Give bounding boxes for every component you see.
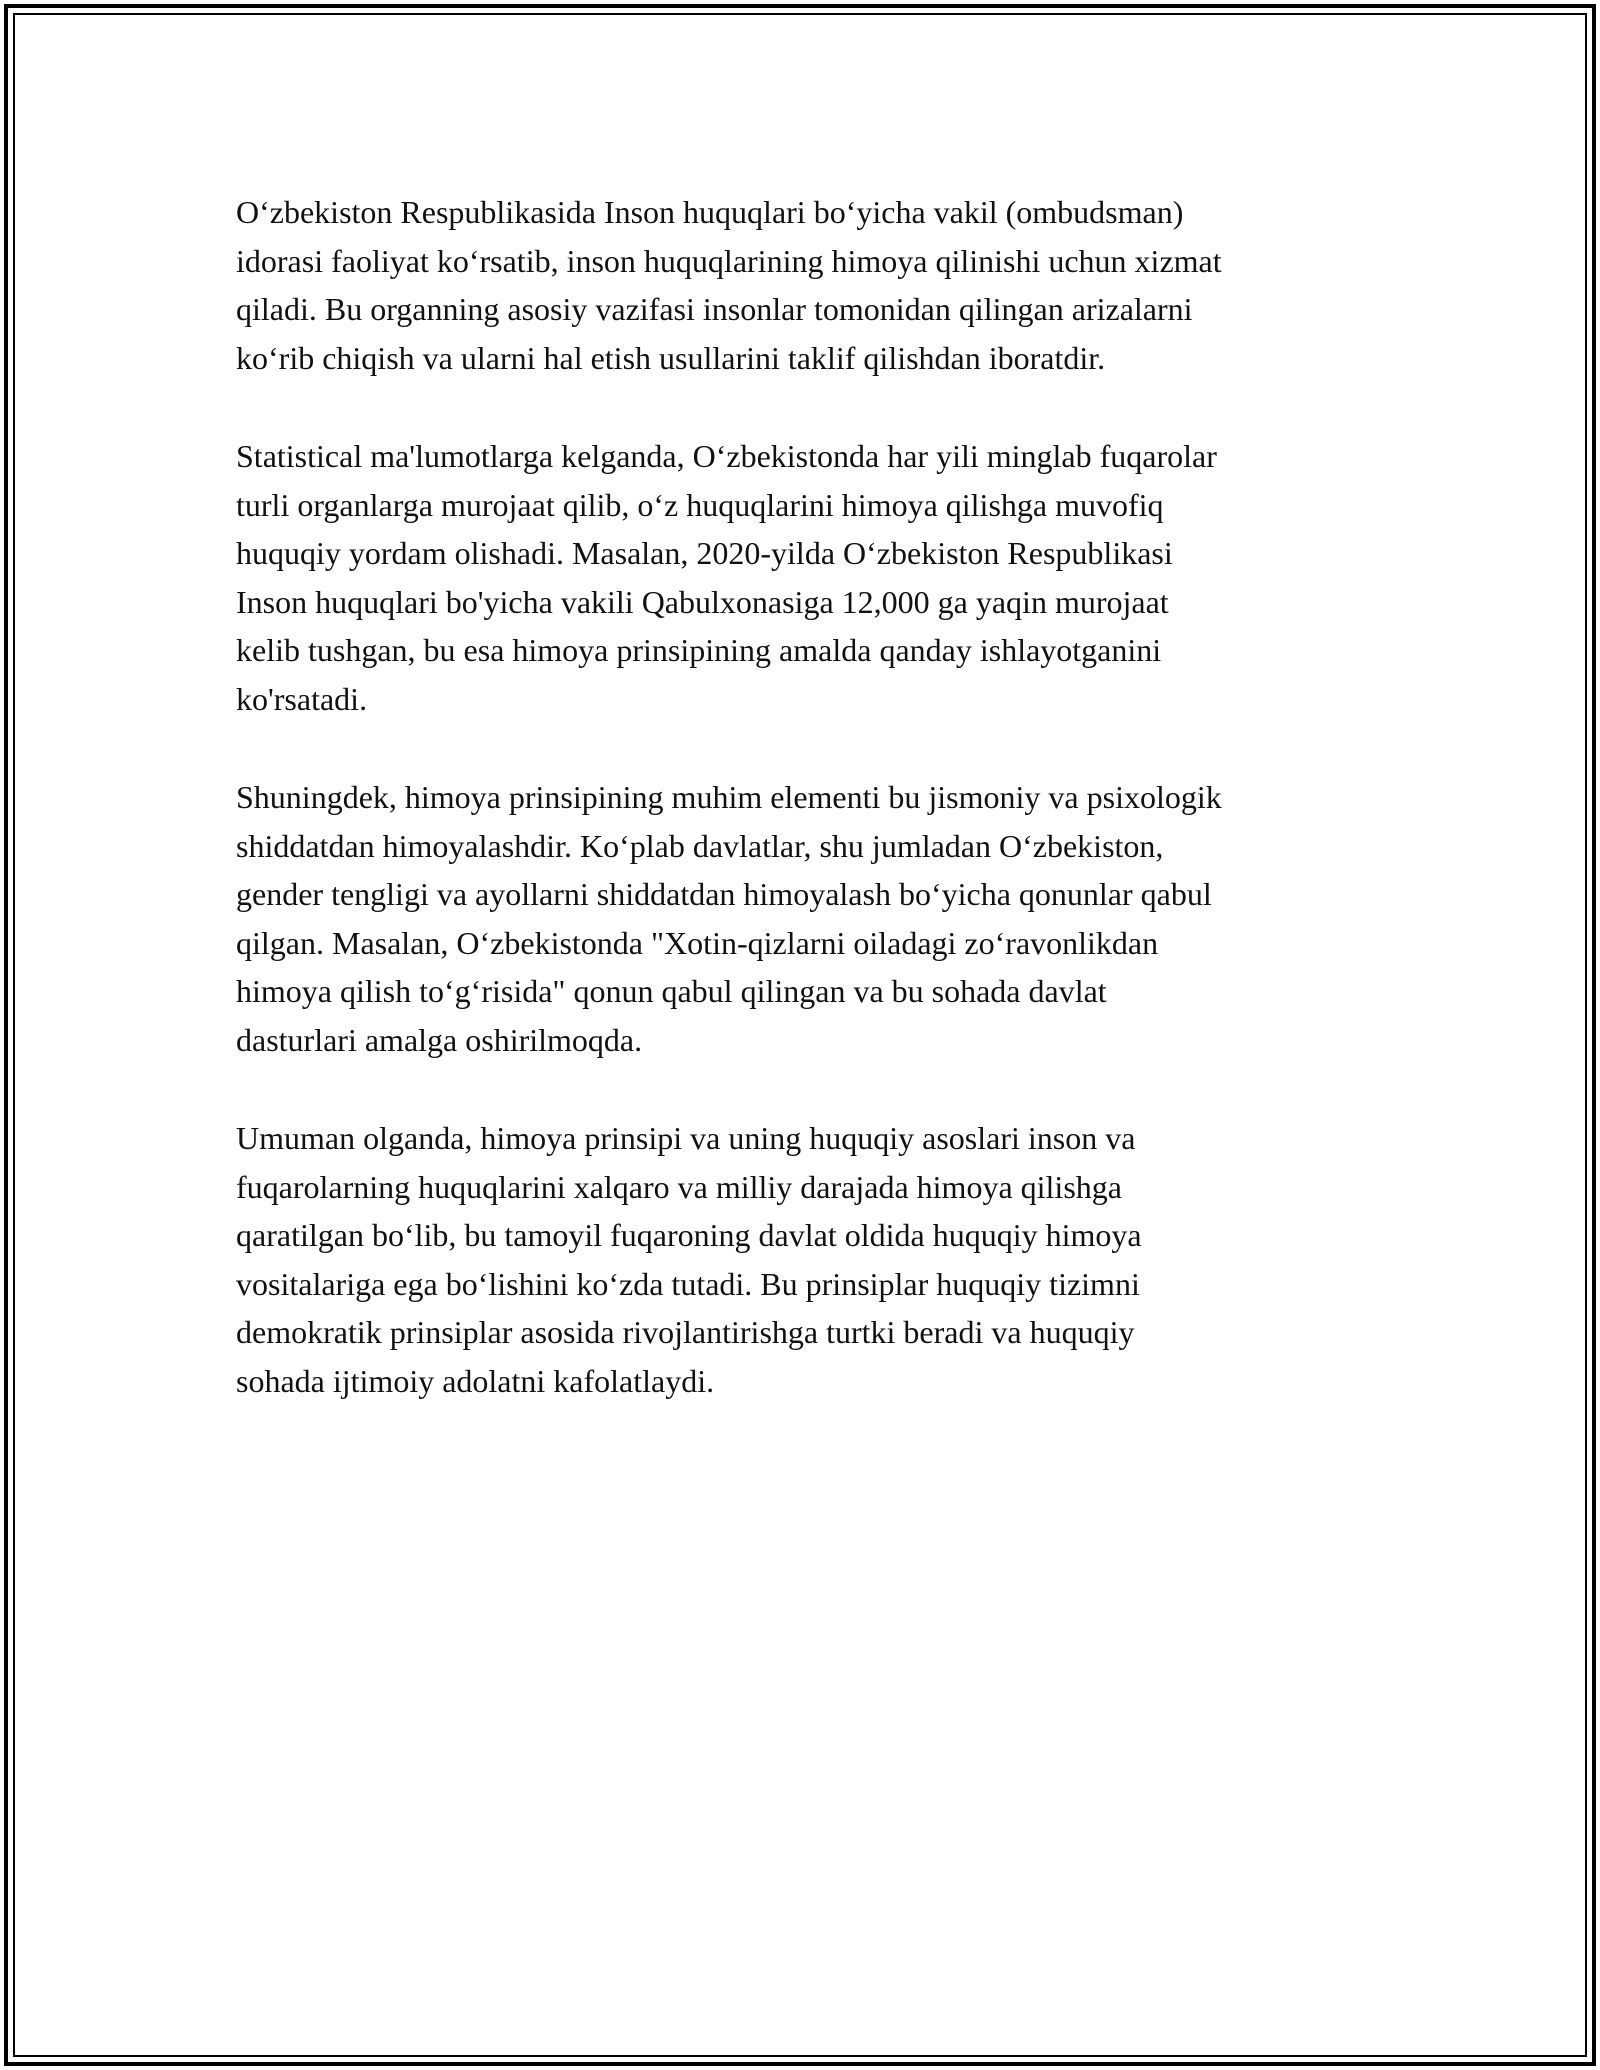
paragraph-1: O‘zbekiston Respublikasida Inson huquqlari bo‘yicha vakil (ombudsman) idorasi faoliyat ko‘rsatib, inson huquqlarining himoya qilinishi uchun xizmat qiladi. Bu organning asosiy vazifasi insonlar tomonidan qilingan arizalarni ko‘rib chiqish va ularni hal etish usullarini taklif qilishdan iboratdir. bbox=[236, 194, 1222, 376]
paragraph-4: Umuman olganda, himoya prinsipi va uning huquqiy asoslari inson va fuqarolarning huquqlarini xalqaro va milliy darajada himoya qilishga qaratilgan bo‘lib, bu tamoyil fuqaroning davlat oldida huquqiy himoya vositalariga ega bo‘lishini ko‘zda tutadi. Bu prinsiplar huquqiy tizimni demokratik prinsiplar asosida rivojlantirishga turtki beradi va huquqiy sohada ijtimoiy adolatni kafolatlaydi. bbox=[236, 1120, 1142, 1399]
paragraph-3: Shuningdek, himoya prinsipining muhim elementi bu jismoniy va psixologik shiddatdan himoyalashdir. Ko‘plab davlatlar, shu jumladan O‘zbekiston, gender tengligi va ayollarni shiddatdan himoyalash bo‘yicha qonunlar qabul qilgan. Masalan, O‘zbekistonda "Xotin-qizlarni oiladagi zo‘ravonlikdan himoya qilish to‘g‘risida" qonun qabul qilingan va bu sohada davlat dasturlari amalga oshirilmoqda. bbox=[236, 779, 1222, 1058]
paragraph-2: Statistical ma'lumotlarga kelganda, O‘zbekistonda har yili minglab fuqarolar turli organlarga murojaat qilib, o‘z huquqlarini himoya qilishga muvofiq huquqiy yordam olishadi. Masalan, 2020-yilda O‘zbekiston Respublikasi Inson huquqlari bo'yicha vakili Qabulxonasiga 12,000 ga yaqin murojaat kelib tushgan, bu esa himoya prinsipining amalda qanday ishlayotganini ko'rsatadi. bbox=[236, 438, 1217, 717]
document-body bbox=[236, 188, 1376, 1455]
